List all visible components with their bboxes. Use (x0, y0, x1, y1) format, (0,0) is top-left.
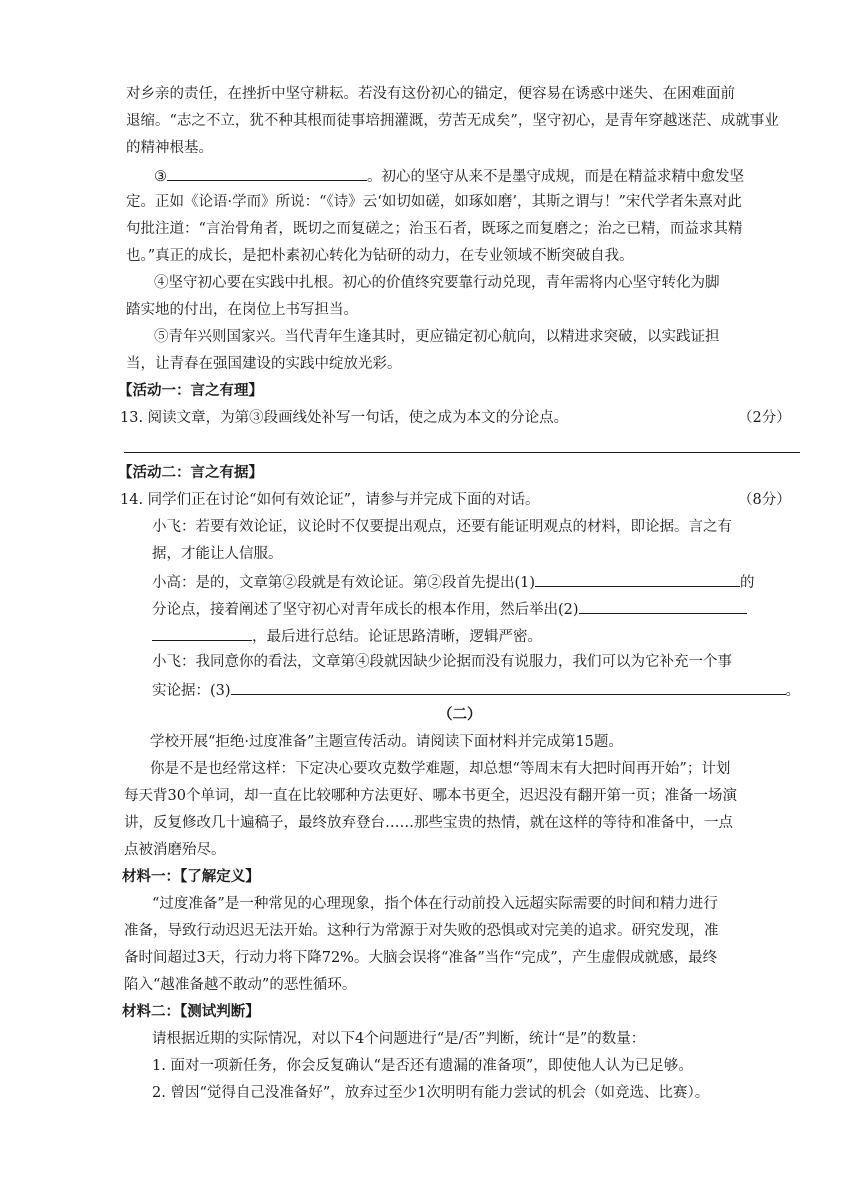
material-1-heading: 材料一：【了解定义】 (122, 868, 260, 885)
passage-line: 点被消磨殆尽。 (124, 842, 226, 858)
activity-1-heading: 【活动一：言之有理】 (118, 382, 263, 399)
answer-blank-3[interactable] (231, 679, 786, 695)
answer-blank-2-cont[interactable] (152, 625, 252, 641)
material-1-line: 准备，导致行动迟迟无法开始。这种行为常源于对失败的恐惧或对完美的追求。研究发现，准 (124, 923, 719, 939)
passage-line: 你是不是也经常这样：下定决心要攻克数学难题，却总想“等周末有大把时间再开始”；计划 (150, 761, 731, 777)
answer-blank-q13[interactable] (167, 165, 367, 181)
dialog-line (152, 625, 542, 647)
material-1-line: 备时间超过3天，行动力将下降72%。大脑会误将“准备”当作“完成”，产生虚假成就感，最终 (124, 950, 718, 966)
dialog-text: 实论据：(3) (152, 683, 231, 699)
dialog-text: 。 (785, 683, 801, 699)
passage-line: 退缩。“志之不立，犹不种其根而徒事培拥灌溉，劳苦无成矣”，坚守初心，是青年穿越迷茫、成就事业 (126, 113, 779, 129)
material-1-line: “过度准备”是一种常见的心理现象，指个体在行动前投入远超实际需要的时间和精力进行 (152, 896, 718, 912)
material-1-line: 陷入“越准备越不敢动”的恶性循环。 (124, 977, 357, 993)
passage-line: 讲，反复修改几十遍稿子，最终放弃登台……那些宝贵的热情，就在这样的等待和准备中，一点 (124, 815, 733, 831)
answer-blank-1[interactable] (535, 571, 740, 587)
passage-line: 也。”真正的成长，是把朴素初心转化为钻研的动力，在专业领域不断突破自我。 (126, 248, 634, 264)
passage-text: 。初心的坚守从来不是墨守成规，而是在精益求精中愈发坚 (367, 169, 744, 185)
passage-line: 句批注道：“言治骨角者，既切之而复磋之；治玉石者，既琢之而复磨之；治之已精，而益求其精 (126, 221, 743, 237)
dialog-line: 据，才能让人信服。 (152, 546, 283, 562)
passage-line: 当，让青春在强国建设的实践中绽放光彩。 (126, 356, 402, 372)
passage-line: ④坚守初心要在实践中扎根。初心的价值终究要靠行动兑现，青年需将内心坚守转化为脚 (154, 275, 720, 291)
dialog-text: 小高：是的，文章第②段就是有效论证。第②段首先提出(1) (152, 575, 536, 591)
dialog-text: ，最后进行总结。论证思路清晰，逻辑严密。 (252, 629, 542, 645)
passage-line: 踏实地的付出，在岗位上书写担当。 (126, 302, 358, 318)
question-13: 13. 阅读文章，为第③段画线处补写一句话，使之成为本文的分论点。 (120, 410, 569, 426)
paragraph-number: ③ (154, 169, 167, 185)
activity-2-heading: 【活动二：言之有据】 (118, 464, 263, 481)
dialog-line: 小飞：我同意你的看法，文章第④段就因缺少论据而没有说服力，我们可以为它补充一个事 (152, 654, 732, 670)
dialog-line (152, 598, 747, 620)
dialog-text: 的 (740, 575, 755, 591)
passage-line: 的精神根基。 (126, 140, 213, 156)
material-2-intro: 请根据近期的实际情况，对以下4个问题进行“是/否”判断，统计“是”的数量： (152, 1031, 646, 1047)
passage-line: 每天背30个单词，却一直在比较哪种方法更好、哪本书更全，迟迟没有翻开第一页；准备一场演 (124, 788, 737, 804)
question-13-score: （2分） (738, 410, 791, 426)
answer-blank-2[interactable] (579, 598, 747, 614)
test-item-1: 1. 面对一项新任务，你会反复确认“是否还有遗漏的准备项”，即使他人认为已足够。 (152, 1058, 693, 1074)
question-14: 14. 同学们正在讨论“如何有效论证”，请参与并完成下面的对话。 (120, 492, 540, 508)
paragraph-3-line1 (154, 165, 744, 187)
dialog-text: 分论点，接着阐述了坚守初心对青年成长的根本作用，然后举出(2) (152, 602, 579, 618)
section-intro: 学校开展“拒绝·过度准备”主题宣传活动。请阅读下面材料并完成第15题。 (150, 734, 623, 750)
passage-line: 定。正如《论语·学而》所说：“《诗》云‘如切如磋，如琢如磨’，其斯之谓与！”宋代学者朱熹对此 (126, 194, 742, 210)
test-item-2: 2. 曾因“觉得自己没准备好”，放弃过至少1次明明有能力尝试的机会（如竞选、比赛）。 (152, 1085, 710, 1101)
answer-line-q13[interactable] (124, 452, 800, 453)
question-14-score: （8分） (738, 492, 791, 508)
material-2-heading: 材料二：【测试判断】 (122, 1003, 260, 1020)
passage-line: 对乡亲的责任，在挫折中坚守耕耘。若没有这份初心的锚定，便容易在诱惑中迷失、在困难面前 (126, 86, 735, 102)
section-title: （二） (438, 706, 482, 723)
dialog-line: 小飞：若要有效论证，议论时不仅要提出观点，还要有能证明观点的材料，即论据。言之有 (152, 519, 732, 535)
dialog-line (152, 679, 800, 701)
dialog-line (152, 571, 755, 593)
passage-line: ⑤青年兴则国家兴。当代青年生逢其时，更应锚定初心航向，以精进求突破，以实践证担 (154, 329, 720, 345)
